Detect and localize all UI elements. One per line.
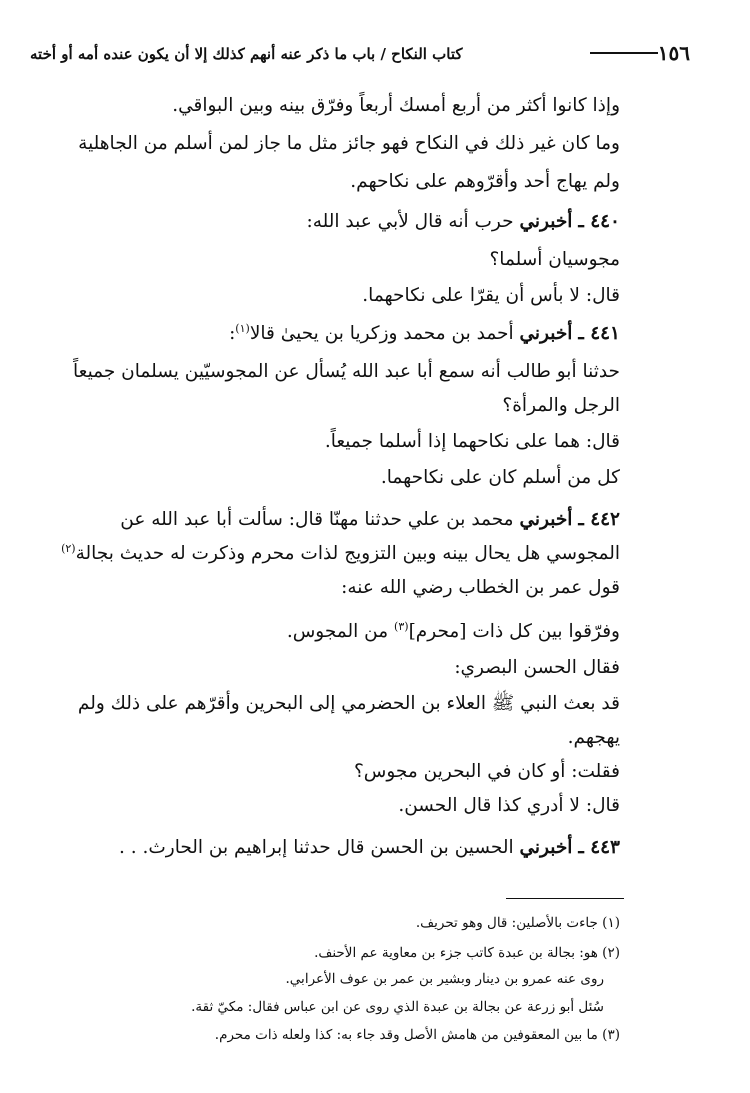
footnote-3: (٣) ما بين المعقوفين من هامش الأصل وقد جاء به: كذا ولعله ذات محرم. — [214, 1027, 620, 1043]
narration-keyword: أخبرني — [519, 509, 573, 530]
page-number: ١٥٦ — [657, 41, 690, 65]
narration-440 — [60, 208, 620, 236]
text-line: يهجهم. — [567, 727, 620, 748]
narration-441 — [60, 320, 620, 348]
narration-number: ٤٤٢ ـ — [578, 509, 620, 530]
narration-number: ٤٤٣ ـ — [578, 837, 620, 858]
narration-442 — [60, 506, 620, 534]
text-line: فقال الحسن البصري: — [454, 657, 620, 678]
text-line: ولم يهاج أحد وأقرّوهم على نكاحهم. — [350, 171, 620, 192]
narration-number: ٤٤١ ـ — [578, 323, 620, 344]
text-line: قول عمر بن الخطاب رضي الله عنه: — [341, 577, 620, 598]
narration-number: ٤٤٠ ـ — [578, 211, 620, 232]
text-segment: المجوسي هل يحال بينه وبين التزويج لذات محرم وذكرت له حديث بجالة — [75, 543, 620, 564]
header-rule — [590, 52, 658, 54]
text-segment: من المجوس. — [286, 621, 395, 642]
footnote-ref: (١) — [235, 321, 250, 335]
narration-text: : — [229, 323, 236, 344]
text-line — [60, 618, 620, 646]
footnote-ref: (٣) — [394, 619, 409, 633]
narration-443 — [60, 834, 620, 862]
footnote-2-cont: سُئل أبو زرعة عن بجالة بن عبدة الذي روى عن ابن عباس فقال: مكيّ ثقة. — [191, 999, 604, 1015]
footnote-2-cont: روى عنه عمرو بن دينار وبشير بن عمر بن عوف الأعرابي. — [285, 971, 604, 987]
text-line: حدثنا أبو طالب أنه سمع أبا عبد الله يُسأل عن المجوسيّين يسلمان جميعاً — [73, 361, 620, 382]
text-line: الرجل والمرأة؟ — [502, 395, 620, 416]
narration-text: حرب أنه قال لأبي عبد الله: — [306, 211, 514, 232]
text-line — [60, 540, 620, 568]
narration-keyword: أخبرني — [519, 837, 573, 858]
text-segment: وفرّقوا بين كل ذات [محرم] — [408, 621, 620, 642]
text-line: قد بعث النبي ﷺ العلاء بن الحضرمي إلى البحرين وأقرّهم على ذلك ولم — [77, 693, 620, 714]
text-line: وما كان غير ذلك في النكاح فهو جائز مثل ما جاز لمن أسلم من الجاهلية — [78, 133, 620, 154]
text-line: مجوسيان أسلما؟ — [489, 249, 620, 270]
text-line: فقلت: أو كان في البحرين مجوس؟ — [353, 761, 620, 782]
text-line: وإذا كانوا أكثر من أربع أمسك أربعاً وفرّق بينه وبين البواقي. — [172, 95, 620, 116]
text-line: قال: هما على نكاحهما إذا أسلما جميعاً. — [324, 431, 620, 452]
narration-keyword: أخبرني — [519, 211, 573, 232]
narration-text: أحمد بن محمد وزكريا بن يحيىٰ قالا — [249, 323, 514, 344]
narration-text: الحسين بن الحسن قال حدثنا إبراهيم بن الحارث. . . — [118, 837, 514, 858]
text-line: كل من أسلم كان على نكاحهما. — [380, 467, 620, 488]
text-line: قال: لا بأس أن يقرّا على نكاحهما. — [362, 285, 620, 306]
narration-text: محمد بن علي حدثنا مهنّا قال: سألت أبا عبد الله عن — [120, 509, 514, 530]
narration-keyword: أخبرني — [519, 323, 573, 344]
footnote-2: (٢) هو: بجالة بن عبدة كاتب جزء بن معاوية عم الأحنف. — [314, 945, 620, 961]
text-line: قال: لا أدري كذا قال الحسن. — [398, 795, 620, 816]
footnote-1: (١) جاءت بالأصلين: قال وهو تحريف. — [415, 915, 620, 931]
running-title: كتاب النكاح / باب ما ذكر عنه أنهم كذلك إلا أن يكون عنده أمه أو أخته — [30, 45, 463, 63]
footnote-rule — [506, 898, 624, 899]
footnote-ref: (٢) — [61, 541, 76, 555]
running-header — [30, 40, 690, 66]
